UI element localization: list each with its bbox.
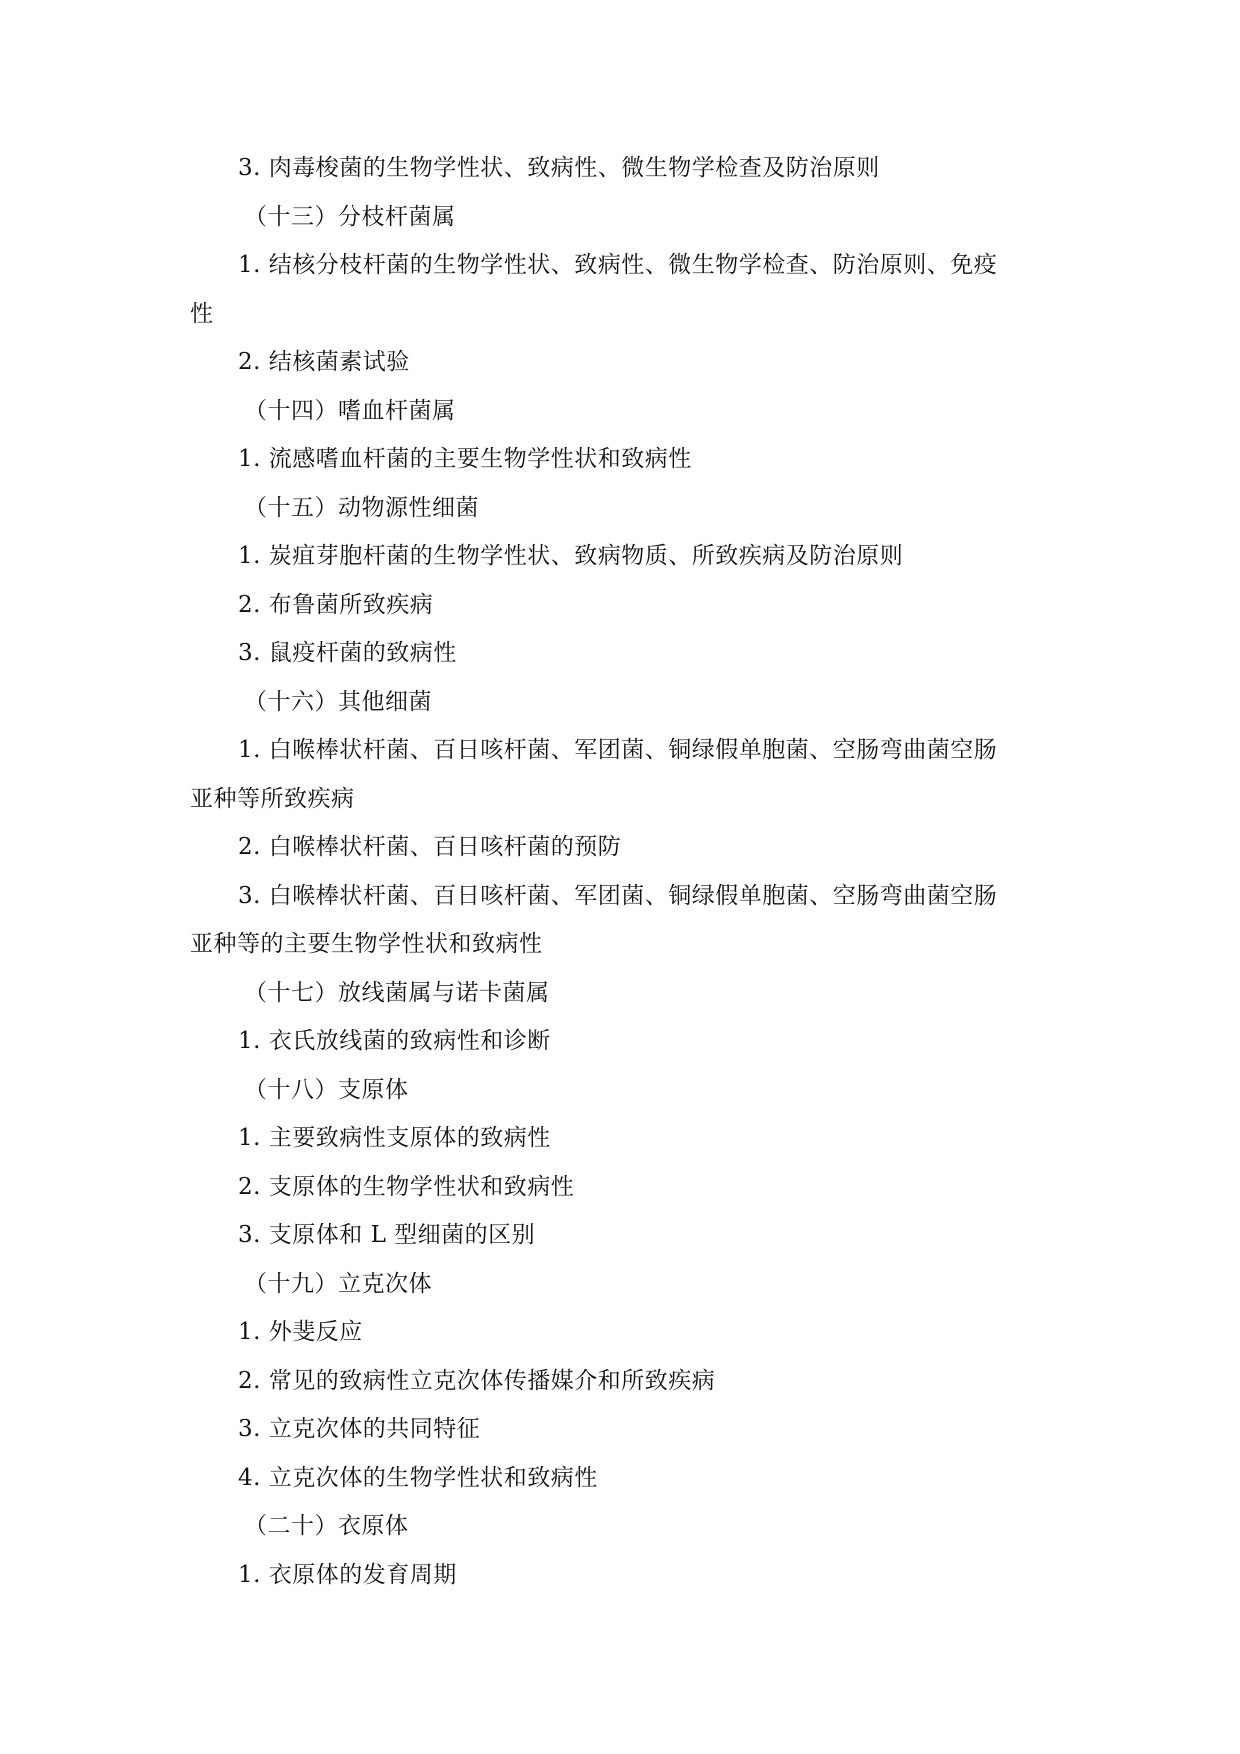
section-heading: （十六）其他细菌	[244, 688, 432, 715]
list-item: 4. 立克次体的生物学性状和致病性	[238, 1464, 598, 1491]
section-heading: （十三）分枝杆菌属	[244, 203, 456, 230]
list-item-continuation: 亚种等的主要生物学性状和致病性	[190, 931, 543, 957]
list-item: 2. 常见的致病性立克次体传播媒介和所致疾病	[238, 1367, 716, 1394]
list-item: 1. 主要致病性支原体的致病性	[238, 1125, 551, 1151]
list-item: 3. 肉毒梭菌的生物学性状、致病性、微生物学检查及防治原则	[238, 155, 880, 181]
section-heading: （十五）动物源性细菌	[244, 494, 479, 521]
section-heading: （十四）嗜血杆菌属	[244, 397, 456, 424]
list-item: 2. 布鲁菌所致疾病	[238, 591, 434, 618]
list-item: 1. 外斐反应	[238, 1319, 363, 1345]
list-item: 1. 衣氏放线菌的致病性和诊断	[238, 1028, 551, 1054]
list-item: 3. 立克次体的共同特征	[238, 1416, 481, 1442]
list-item: 2. 白喉棒状杆菌、百日咳杆菌的预防	[238, 834, 622, 860]
list-item: 1. 炭疽芽胞杆菌的生物学性状、致病物质、所致疾病及防治原则	[238, 543, 904, 569]
list-item-continuation: 亚种等所致疾病	[190, 785, 355, 812]
section-heading: （二十）衣原体	[244, 1513, 409, 1539]
list-item: 1. 流感嗜血杆菌的主要生物学性状和致病性	[238, 446, 692, 472]
section-heading: （十八）支原体	[244, 1076, 409, 1103]
list-item: 1. 衣原体的发育周期	[238, 1561, 457, 1588]
section-heading: （十七）放线菌属与诺卡菌属	[244, 979, 550, 1006]
list-item: 3. 鼠疫杆菌的致病性	[238, 640, 457, 666]
list-item-continuation: 性	[190, 300, 214, 327]
list-item: 1. 白喉棒状杆菌、百日咳杆菌、军团菌、铜绿假单胞菌、空肠弯曲菌空肠	[238, 737, 998, 763]
list-item: 1. 结核分枝杆菌的生物学性状、致病性、微生物学检查、防治原则、免疫	[238, 252, 998, 278]
document-body	[190, 144, 1060, 1599]
list-item: 3. 白喉棒状杆菌、百日咳杆菌、军团菌、铜绿假单胞菌、空肠弯曲菌空肠	[238, 882, 998, 909]
list-item: 3. 支原体和 L 型细菌的区别	[238, 1222, 536, 1248]
section-heading: （十九）立克次体	[244, 1270, 432, 1297]
list-item: 2. 结核菌素试验	[238, 349, 410, 375]
list-item: 2. 支原体的生物学性状和致病性	[238, 1173, 575, 1200]
